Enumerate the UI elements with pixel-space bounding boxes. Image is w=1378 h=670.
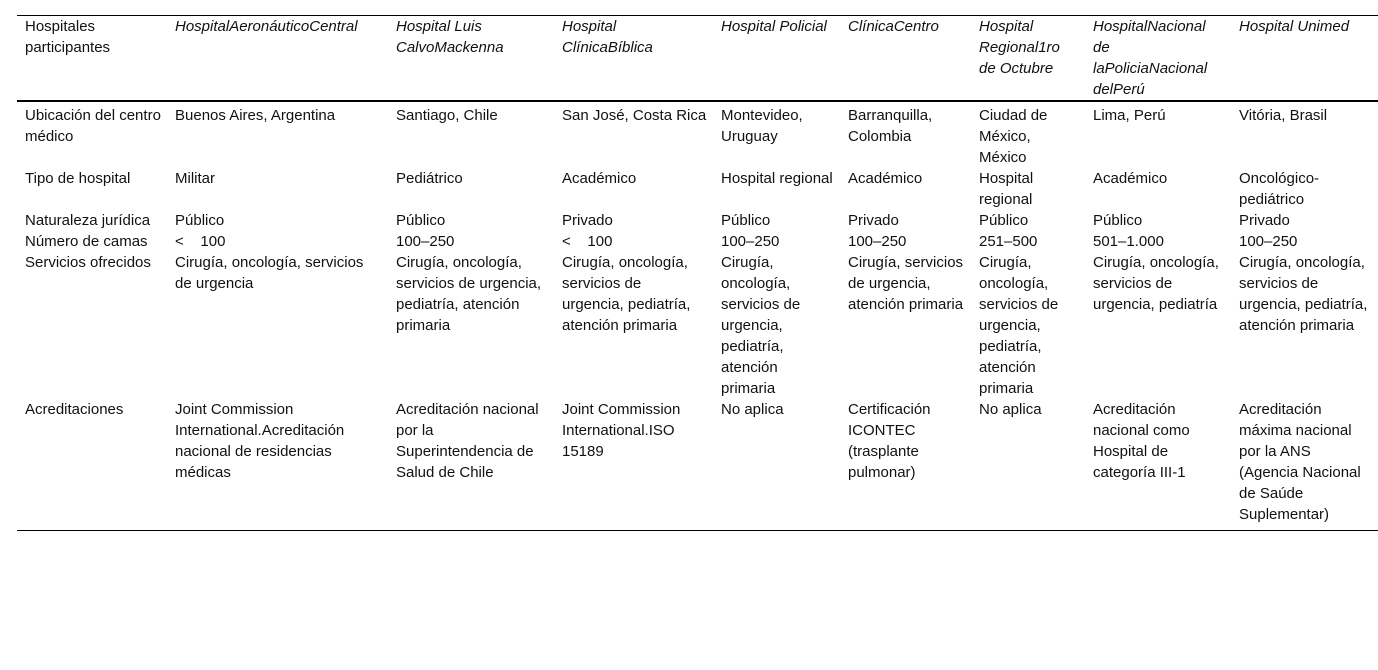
row-label: Ubicación del centro médico [25,107,161,145]
table-cell: 251–500 [979,233,1038,250]
table-cell: 100–250 [848,233,907,250]
table-cell: Militar [175,170,215,187]
table-row [17,231,1378,252]
table-cell: Acreditación nacional como Hospital de categoría III-1 [1093,401,1190,481]
row-label: Tipo de hospital [25,170,131,187]
table-cell: Cirugía, oncología, servicios de urgencia, pediatría, atención primaria [396,254,542,334]
header-row [17,16,1378,102]
table-cell: Cirugía, oncología, servicios de urgencia, pediatría, atención primaria [562,254,691,334]
table-cell: Buenos Aires, Argentina [175,107,336,124]
table-row [17,101,1378,168]
table-cell: Joint Commission International.Acreditación nacional de residencias médicas [175,401,345,481]
table-cell: Lima, Perú [1093,107,1166,124]
row-label: Acreditaciones [25,401,124,418]
table-cell: Público [721,212,771,229]
table-cell: Vitória, Brasil [1239,107,1328,124]
table-cell: Acreditación máxima nacional por la ANS (Agencia Nacional de Saúde Suplementar) [1239,401,1361,523]
hospital-header: HospitalNacional de laPoliciaNacional delPerú [1093,18,1208,98]
hospital-header: Hospital ClínicaBíblica [562,18,653,56]
row-label: Naturaleza jurídica [25,212,151,229]
table-cell: Hospital regional [721,170,833,187]
row-label: Número de camas [25,233,148,250]
table-row [17,399,1378,531]
table-cell: Pediátrico [396,170,463,187]
table-cell: Público [979,212,1029,229]
table-cell: Barranquilla, Colombia [848,107,933,145]
table-cell: Académico [848,170,923,187]
row-label: Servicios ofrecidos [25,254,151,271]
hospital-header: Hospital Unimed [1239,18,1350,35]
table-cell: Acreditación nacional por la Superintendencia de Salud de Chile [396,401,539,481]
table-cell: Académico [562,170,637,187]
hospital-header: Hospital Luis CalvoMackenna [396,18,504,56]
table-row [17,168,1378,210]
table-cell: Cirugía, oncología, servicios de urgencia, pediatría, atención primaria [1239,254,1368,334]
table-cell: < 100 [175,233,226,250]
table-cell: Público [1093,212,1143,229]
table-cell: Montevideo, Uruguay [721,107,803,145]
table-cell: Cirugía, oncología, servicios de urgencia, pediatría [1093,254,1219,313]
hospital-header: ClínicaCentro [848,18,939,35]
table-cell: Hospital regional [979,170,1034,208]
table-cell: 501–1.000 [1093,233,1164,250]
table-cell: Privado [562,212,613,229]
table-cell: Privado [1239,212,1290,229]
table-cell: Privado [848,212,899,229]
corner-header: Hospitales participantes [25,18,111,56]
table-cell: 100–250 [721,233,780,250]
table-cell: Cirugía, oncología, servicios de urgencia, pediatría, atención primaria [979,254,1059,397]
table-cell: Público [396,212,446,229]
table-cell: No aplica [721,401,784,418]
table-cell: < 100 [562,233,613,250]
table-cell: Cirugía, oncología, servicios de urgencia [175,254,364,292]
table-cell: San José, Costa Rica [562,107,707,124]
table-row [17,210,1378,231]
table-cell: Santiago, Chile [396,107,498,124]
table-cell: Oncológico-pediátrico [1239,170,1320,208]
table-cell: Certificación ICONTEC (trasplante pulmonar) [848,401,931,481]
table-cell: Cirugía, oncología, servicios de urgencia, pediatría, atención primaria [721,254,801,397]
table-cell: Cirugía, servicios de urgencia, atención primaria [848,254,964,313]
table-cell: Joint Commission International.ISO 15189 [562,401,681,460]
table-cell: 100–250 [1239,233,1298,250]
hospital-header: Hospital Policial [721,18,827,35]
table-cell: No aplica [979,401,1042,418]
table-cell: Público [175,212,225,229]
table-cell: Ciudad de México, México [979,107,1048,166]
table-row [17,252,1378,399]
table-cell: 100–250 [396,233,455,250]
table-cell: Académico [1093,170,1168,187]
hospitals-table [17,15,1378,531]
hospital-header: Hospital Regional1ro de Octubre [979,18,1060,77]
hospital-header: HospitalAeronáuticoCentral [175,18,358,35]
